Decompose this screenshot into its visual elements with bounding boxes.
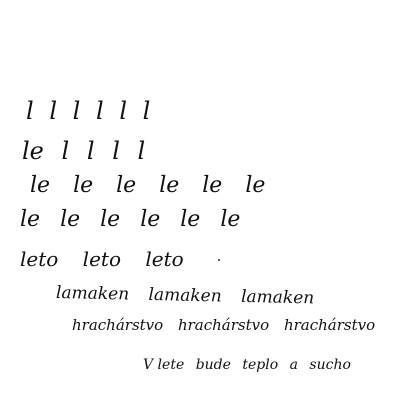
handwritten-word: l	[95, 97, 104, 125]
handwritten-word: l	[112, 137, 120, 165]
handwritten-word: l	[49, 97, 58, 125]
practice-row-leto	[20, 249, 202, 269]
handwritten-word: le	[202, 173, 223, 198]
handwritten-word: l	[137, 137, 146, 165]
handwritten-word: l	[72, 97, 81, 125]
handwritten-word: hrachárstvo	[283, 316, 376, 334]
handwritten-word: bude	[195, 357, 231, 373]
handwritten-word: le	[180, 207, 201, 232]
handwritten-word: leto	[82, 247, 121, 271]
practice-row-hracharstvo	[72, 318, 385, 333]
handwritten-word: lamaken	[55, 283, 130, 305]
practice-row-le-2	[20, 209, 253, 231]
handwritten-word: a	[289, 357, 298, 373]
handwritten-word: leto	[20, 247, 59, 271]
handwritten-word: l	[26, 97, 34, 125]
practice-sentence	[143, 358, 358, 372]
handwritten-word: le	[60, 207, 81, 232]
ink-dot	[218, 259, 220, 261]
handwritten-word: hrachárstvo	[72, 316, 164, 334]
handwritten-word: lamaken	[148, 284, 222, 307]
practice-row-le-l	[22, 139, 155, 163]
handwritten-word: le	[22, 137, 44, 165]
handwritten-word: l	[119, 97, 127, 125]
handwritten-word: le	[159, 173, 180, 198]
handwritten-word: sucho	[309, 357, 351, 373]
practice-row-l	[26, 99, 158, 123]
practice-row-le	[30, 175, 281, 197]
handwritten-word: le	[20, 207, 41, 232]
handwritten-word: le	[140, 207, 161, 232]
handwritten-word: V lete	[143, 357, 185, 373]
handwritten-word: le	[73, 173, 94, 198]
handwritten-word: l	[86, 137, 95, 165]
handwritten-word: l	[142, 97, 151, 125]
handwritten-word: le	[220, 207, 241, 232]
handwritten-word: le	[116, 173, 137, 198]
handwritten-word: le	[100, 207, 121, 232]
handwritten-word: leto	[145, 247, 184, 271]
handwritten-word: le	[30, 173, 51, 198]
handwritten-word: hrachárstvo	[177, 316, 270, 334]
practice-row-lamaken	[56, 285, 329, 308]
handwritten-word: l	[61, 137, 70, 165]
handwritten-word: teplo	[242, 357, 279, 373]
handwritten-word: lamaken	[240, 286, 315, 309]
handwritten-word: le	[245, 173, 266, 198]
